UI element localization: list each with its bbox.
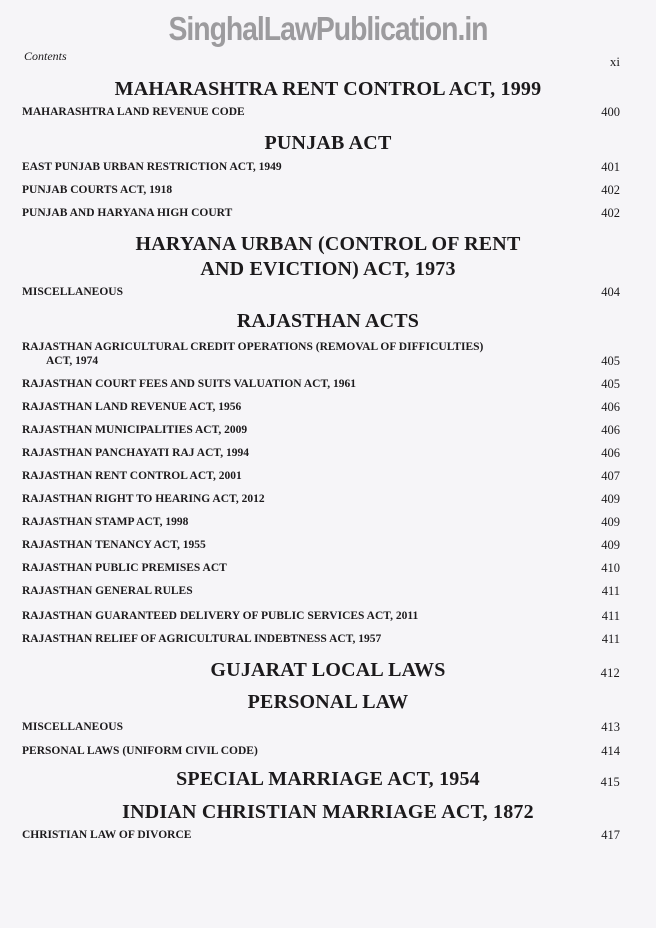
entry-title: RAJASTHAN LAND REVENUE ACT, 1956 — [22, 401, 242, 413]
toc-entry[interactable] — [22, 584, 620, 598]
watermark: SinghalLawPublication.in — [168, 10, 488, 47]
entry-page: 406 — [601, 446, 620, 460]
entry-page: 414 — [601, 744, 620, 758]
toc-entry[interactable] — [22, 828, 620, 842]
entry-page: 413 — [601, 720, 620, 734]
entry-title: RAJASTHAN PANCHAYATI RAJ ACT, 1994 — [22, 447, 249, 459]
section-heading[interactable] — [0, 658, 656, 682]
section-heading — [0, 131, 656, 155]
section-heading[interactable] — [0, 767, 656, 791]
entry-title: RAJASTHAN PUBLIC PREMISES ACT — [22, 562, 227, 574]
toc-entry[interactable] — [22, 538, 620, 552]
entry-title: RAJASTHAN RIGHT TO HEARING ACT, 2012 — [22, 493, 265, 505]
toc-entry[interactable] — [22, 561, 620, 575]
section-heading-text: MAHARASHTRA RENT CONTROL ACT, 1999 — [114, 78, 542, 100]
entry-title: MISCELLANEOUS — [22, 721, 123, 733]
toc-entry[interactable] — [22, 160, 620, 174]
section-heading-text: RAJASTHAN ACTS — [236, 310, 420, 332]
entry-page: 405 — [601, 354, 620, 368]
section-heading-text: PERSONAL LAW — [247, 691, 409, 713]
section-heading — [0, 232, 656, 256]
entry-title: RAJASTHAN STAMP ACT, 1998 — [22, 516, 189, 528]
entry-title: PUNJAB AND HARYANA HIGH COURT — [22, 207, 233, 219]
entry-page: 402 — [601, 206, 620, 220]
section-heading-line: HARYANA URBAN (CONTROL OF RENT — [135, 233, 521, 255]
entry-page: 405 — [601, 377, 620, 391]
toc-entry[interactable] — [22, 492, 620, 506]
section-heading — [0, 77, 656, 101]
toc-entry[interactable] — [22, 469, 620, 483]
entry-page: 411 — [601, 632, 620, 646]
toc-entry[interactable] — [22, 423, 620, 437]
section-heading-text: GUJARAT LOCAL LAWS — [210, 659, 446, 681]
entry-title — [22, 340, 483, 368]
section-page: 415 — [600, 775, 620, 789]
section-heading-text: PUNJAB ACT — [264, 132, 392, 154]
entry-page: 409 — [601, 538, 620, 552]
section-heading — [0, 690, 656, 714]
toc-entry[interactable] — [22, 400, 620, 414]
page-number: xi — [609, 54, 620, 69]
toc-entry[interactable] — [22, 377, 620, 391]
entry-page: 401 — [601, 160, 620, 174]
toc-entry[interactable] — [22, 183, 620, 197]
entry-title: RAJASTHAN GUARANTEED DELIVERY OF PUBLIC SERVICES ACT, 2011 — [22, 610, 419, 622]
section-heading-line: AND EVICTION) ACT, 1973 — [200, 258, 456, 280]
toc-entry[interactable] — [22, 206, 620, 220]
section-heading — [0, 309, 656, 333]
entry-title: RAJASTHAN COURT FEES AND SUITS VALUATION ACT, 1961 — [22, 378, 357, 390]
entry-title: EAST PUNJAB URBAN RESTRICTION ACT, 1949 — [22, 161, 282, 173]
entry-page: 407 — [601, 469, 620, 483]
section-heading — [0, 257, 656, 281]
toc-entry[interactable] — [22, 609, 620, 623]
entry-page: 411 — [601, 609, 620, 623]
toc-entry[interactable] — [22, 515, 620, 529]
section-page: 412 — [600, 666, 620, 680]
entry-title: PERSONAL LAWS (UNIFORM CIVIL CODE) — [22, 745, 258, 757]
toc-entry[interactable] — [22, 720, 620, 734]
entry-title: RAJASTHAN MUNICIPALITIES ACT, 2009 — [22, 424, 248, 436]
entry-title-line: ACT, 1974 — [46, 355, 99, 367]
section-heading-text: INDIAN CHRISTIAN MARRIAGE ACT, 1872 — [122, 801, 534, 823]
entry-page: 411 — [601, 584, 620, 598]
entry-title-line: RAJASTHAN AGRICULTURAL CREDIT OPERATIONS (REMOVAL OF DIFFICULTIES) — [22, 341, 484, 353]
entry-page: 400 — [601, 105, 620, 119]
toc-entry[interactable] — [22, 105, 620, 119]
entry-title: MISCELLANEOUS — [22, 286, 123, 298]
entry-title: RAJASTHAN RELIEF OF AGRICULTURAL INDEBTNESS ACT, 1957 — [22, 633, 382, 645]
entry-title: RAJASTHAN RENT CONTROL ACT, 2001 — [22, 470, 242, 482]
entry-page: 410 — [601, 561, 620, 575]
toc-entry[interactable] — [22, 285, 620, 299]
toc-entry[interactable] — [22, 632, 620, 646]
section-heading — [0, 800, 656, 824]
toc-entry[interactable] — [22, 446, 620, 460]
section-heading-text: SPECIAL MARRIAGE ACT, 1954 — [176, 768, 480, 790]
entry-title: RAJASTHAN GENERAL RULES — [22, 585, 193, 597]
running-head: Contents — [24, 49, 67, 63]
entry-page: 406 — [601, 400, 620, 414]
entry-title: PUNJAB COURTS ACT, 1918 — [22, 184, 173, 196]
entry-page: 417 — [601, 828, 620, 842]
toc-entry[interactable] — [22, 744, 620, 758]
entry-page: 406 — [601, 423, 620, 437]
entry-title: CHRISTIAN LAW OF DIVORCE — [22, 829, 192, 841]
entry-title: MAHARASHTRA LAND REVENUE CODE — [22, 106, 245, 118]
entry-page: 404 — [601, 285, 620, 299]
entry-title: RAJASTHAN TENANCY ACT, 1955 — [22, 539, 206, 551]
entry-page: 409 — [601, 515, 620, 529]
entry-page: 402 — [601, 183, 620, 197]
toc-entry[interactable] — [22, 340, 620, 368]
entry-page: 409 — [601, 492, 620, 506]
